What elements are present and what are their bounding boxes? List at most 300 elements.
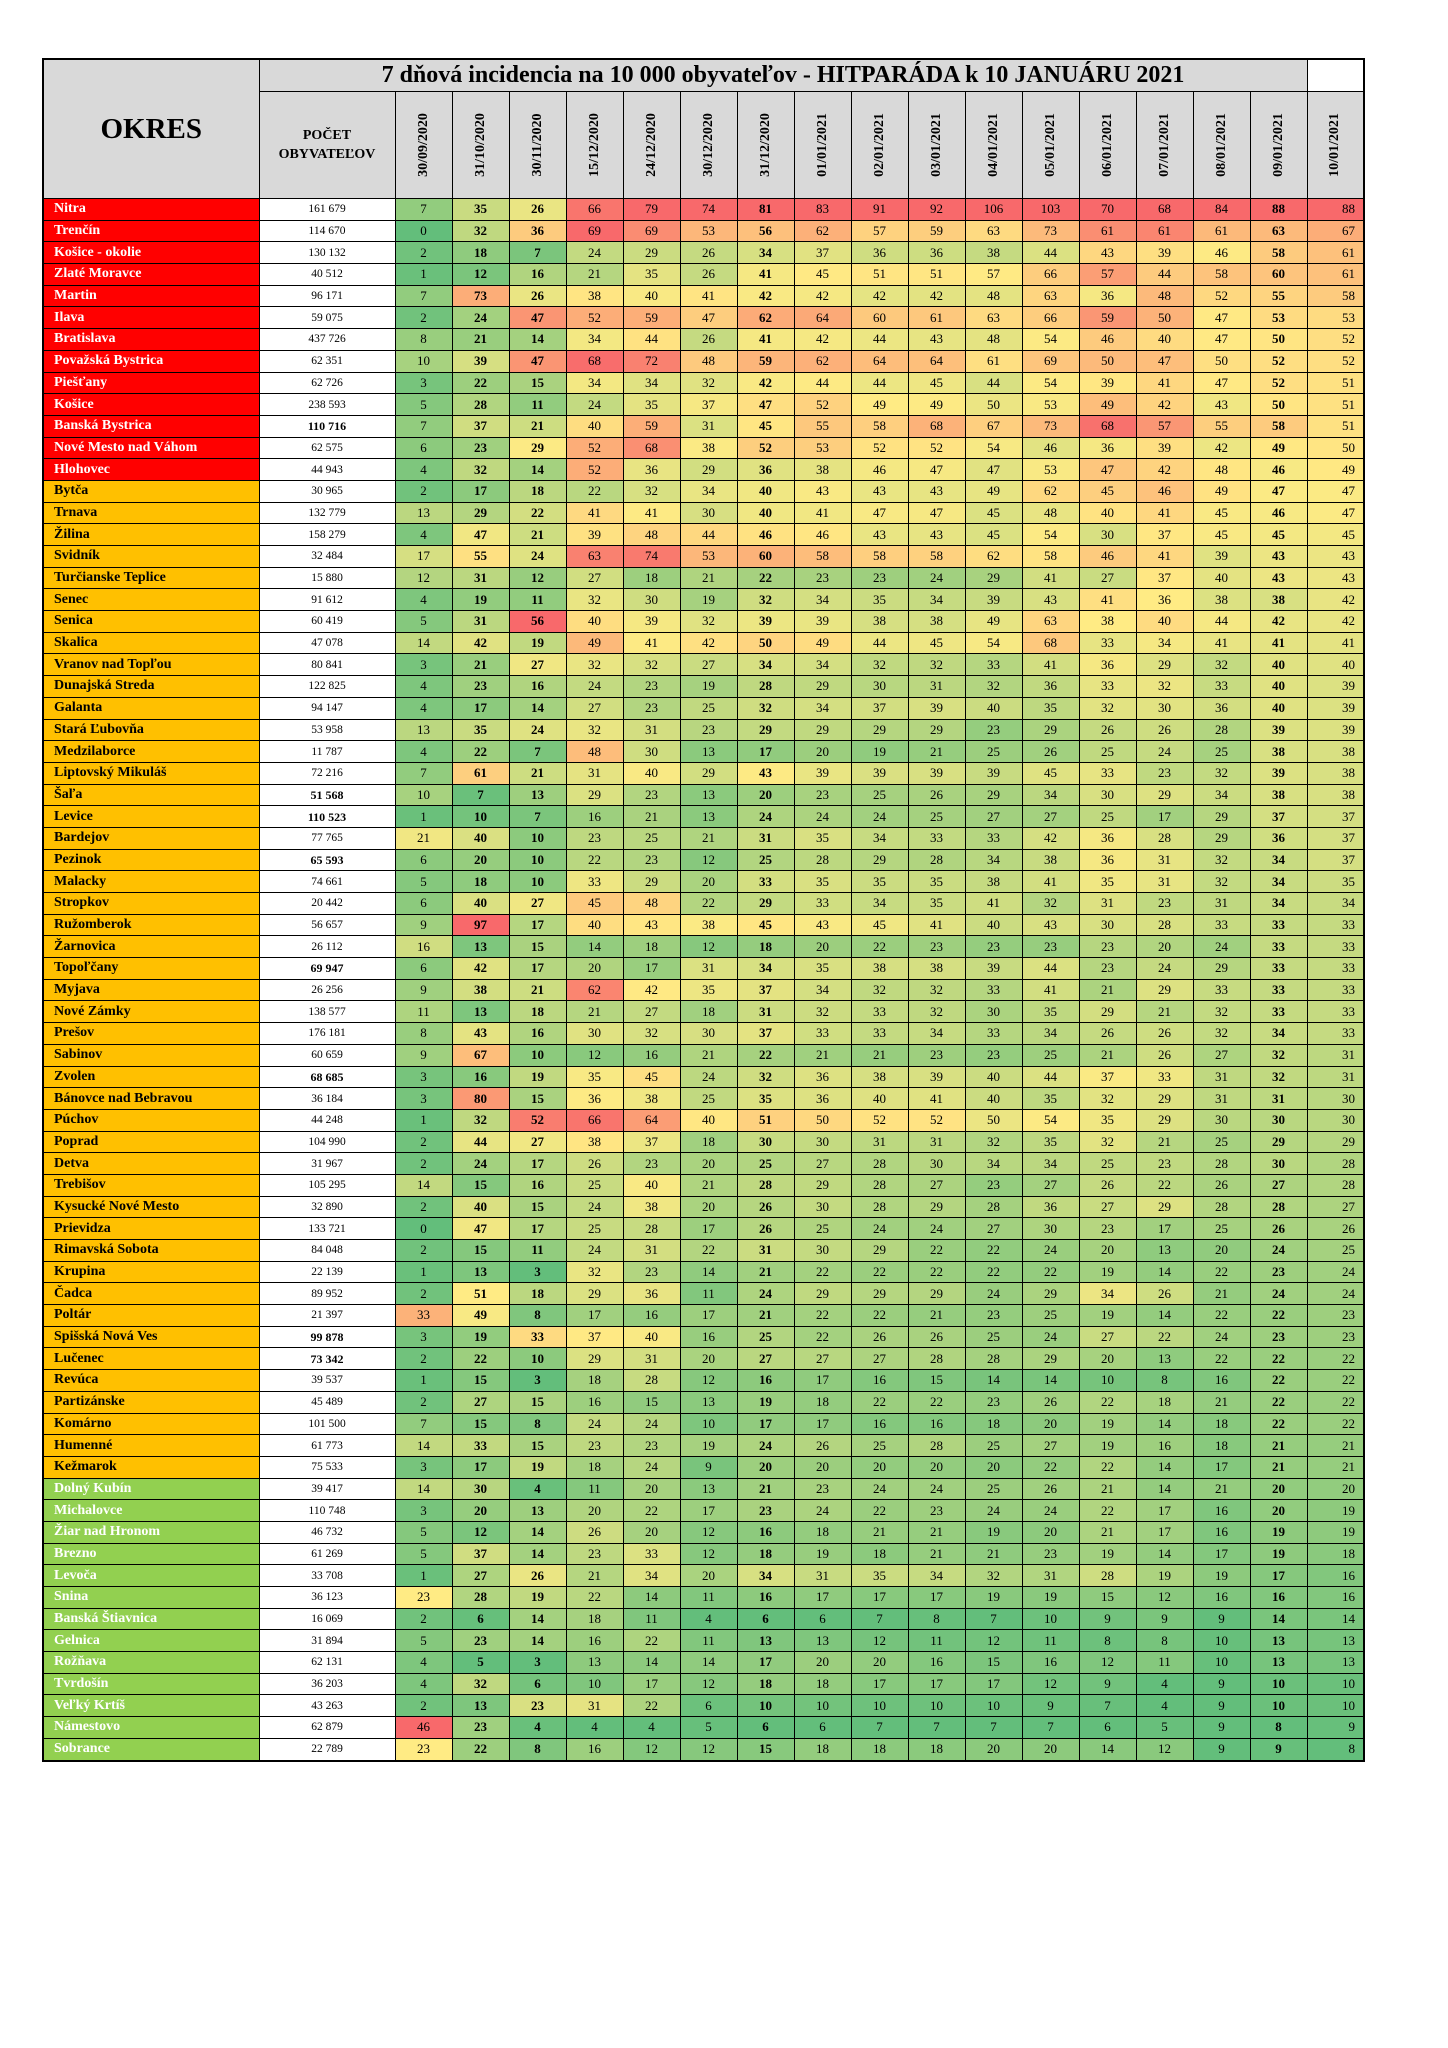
incidence-cell: 29 xyxy=(965,567,1022,589)
incidence-cell: 53 xyxy=(794,437,851,459)
incidence-cell: 7 xyxy=(452,784,509,806)
incidence-cell: 11 xyxy=(680,1587,737,1609)
date-header-label: 30/11/2020 xyxy=(529,113,545,177)
incidence-cell: 38 xyxy=(566,285,623,307)
incidence-cell: 21 xyxy=(1079,1478,1136,1500)
incidence-cell: 19 xyxy=(737,1391,794,1413)
incidence-cell: 15 xyxy=(965,1652,1022,1674)
incidence-cell: 20 xyxy=(737,1456,794,1478)
incidence-cell: 41 xyxy=(1307,632,1364,654)
incidence-cell: 29 xyxy=(680,762,737,784)
incidence-cell: 15 xyxy=(509,372,566,394)
incidence-cell: 40 xyxy=(1193,567,1250,589)
incidence-cell: 45 xyxy=(908,632,965,654)
incidence-cell: 42 xyxy=(794,285,851,307)
population-cell: 104 990 xyxy=(259,1131,395,1153)
incidence-cell: 22 xyxy=(1250,1370,1307,1392)
incidence-cell: 8 xyxy=(1136,1370,1193,1392)
incidence-cell: 28 xyxy=(794,849,851,871)
district-name: Spišská Nová Ves xyxy=(43,1326,259,1348)
incidence-cell: 26 xyxy=(908,1326,965,1348)
population-cell: 62 131 xyxy=(259,1652,395,1674)
incidence-cell: 42 xyxy=(1193,437,1250,459)
incidence-cell: 29 xyxy=(623,871,680,893)
incidence-cell: 26 xyxy=(1136,1283,1193,1305)
incidence-cell: 19 xyxy=(509,1456,566,1478)
incidence-cell: 31 xyxy=(623,719,680,741)
incidence-cell: 44 xyxy=(1193,611,1250,633)
district-name: Považská Bystrica xyxy=(43,350,259,372)
population-cell: 74 661 xyxy=(259,871,395,893)
incidence-cell: 46 xyxy=(1250,502,1307,524)
incidence-cell: 48 xyxy=(1193,459,1250,481)
date-header-label: 02/01/2021 xyxy=(871,113,887,177)
incidence-cell: 55 xyxy=(1250,285,1307,307)
table-row xyxy=(43,437,1364,459)
incidence-cell: 38 xyxy=(1307,784,1364,806)
date-header-label: 06/01/2021 xyxy=(1099,113,1115,177)
incidence-cell: 16 xyxy=(623,1044,680,1066)
population-cell: 62 351 xyxy=(259,350,395,372)
incidence-cell: 17 xyxy=(1193,1543,1250,1565)
table-row xyxy=(43,1196,1364,1218)
incidence-cell: 32 xyxy=(1079,1088,1136,1110)
incidence-cell: 39 xyxy=(737,611,794,633)
incidence-cell: 32 xyxy=(1022,893,1079,915)
incidence-cell: 49 xyxy=(1079,394,1136,416)
incidence-cell: 3 xyxy=(395,1326,452,1348)
incidence-cell: 31 xyxy=(452,567,509,589)
incidence-cell: 22 xyxy=(1307,1391,1364,1413)
incidence-cell: 61 xyxy=(965,350,1022,372)
incidence-cell: 27 xyxy=(509,893,566,915)
incidence-cell: 17 xyxy=(1136,1521,1193,1543)
incidence-cell: 12 xyxy=(680,936,737,958)
incidence-cell: 21 xyxy=(509,415,566,437)
incidence-cell: 18 xyxy=(1307,1543,1364,1565)
incidence-cell: 16 xyxy=(737,1521,794,1543)
incidence-cell: 29 xyxy=(965,784,1022,806)
district-name: Detva xyxy=(43,1153,259,1175)
incidence-cell: 23 xyxy=(395,1738,452,1760)
table-row xyxy=(43,697,1364,719)
incidence-cell: 21 xyxy=(908,741,965,763)
incidence-cell: 9 xyxy=(1193,1608,1250,1630)
incidence-cell: 1 xyxy=(395,264,452,286)
incidence-cell: 34 xyxy=(1079,1283,1136,1305)
table-row xyxy=(43,762,1364,784)
incidence-cell: 10 xyxy=(737,1695,794,1717)
date-header xyxy=(1193,92,1250,199)
incidence-cell: 23 xyxy=(908,1500,965,1522)
incidence-cell: 33 xyxy=(1307,914,1364,936)
incidence-cell: 34 xyxy=(566,329,623,351)
incidence-cell: 52 xyxy=(851,437,908,459)
population-cell: 36 123 xyxy=(259,1587,395,1609)
incidence-cell: 6 xyxy=(794,1608,851,1630)
incidence-cell: 4 xyxy=(566,1717,623,1739)
incidence-cell: 40 xyxy=(1136,329,1193,351)
incidence-cell: 45 xyxy=(965,524,1022,546)
incidence-cell: 21 xyxy=(395,827,452,849)
incidence-cell: 21 xyxy=(1136,1131,1193,1153)
incidence-cell: 20 xyxy=(851,1456,908,1478)
incidence-cell: 58 xyxy=(1307,285,1364,307)
incidence-cell: 72 xyxy=(623,350,680,372)
incidence-cell: 10 xyxy=(1022,1608,1079,1630)
incidence-cell: 38 xyxy=(965,242,1022,264)
incidence-cell: 10 xyxy=(1079,1370,1136,1392)
incidence-cell: 29 xyxy=(1022,1283,1079,1305)
incidence-cell: 22 xyxy=(908,1391,965,1413)
incidence-cell: 43 xyxy=(452,1023,509,1045)
incidence-cell: 3 xyxy=(395,1088,452,1110)
incidence-cell: 6 xyxy=(395,958,452,980)
incidence-cell: 23 xyxy=(965,936,1022,958)
incidence-cell: 61 xyxy=(1136,220,1193,242)
date-header xyxy=(965,92,1022,199)
incidence-cell: 59 xyxy=(623,415,680,437)
incidence-cell: 34 xyxy=(965,849,1022,871)
incidence-cell: 83 xyxy=(794,199,851,221)
incidence-cell: 33 xyxy=(623,1543,680,1565)
incidence-cell: 15 xyxy=(509,1196,566,1218)
incidence-cell: 39 xyxy=(1250,762,1307,784)
incidence-cell: 23 xyxy=(395,1587,452,1609)
incidence-cell: 19 xyxy=(965,1521,1022,1543)
population-cell: 11 787 xyxy=(259,741,395,763)
incidence-cell: 40 xyxy=(1079,502,1136,524)
incidence-cell: 34 xyxy=(1022,1023,1079,1045)
incidence-cell: 18 xyxy=(794,1673,851,1695)
incidence-cell: 20 xyxy=(680,1153,737,1175)
incidence-cell: 53 xyxy=(1307,307,1364,329)
incidence-cell: 22 xyxy=(452,372,509,394)
incidence-cell: 5 xyxy=(452,1652,509,1674)
incidence-cell: 10 xyxy=(851,1695,908,1717)
incidence-cell: 26 xyxy=(509,285,566,307)
table-body xyxy=(43,199,1364,1761)
incidence-cell: 12 xyxy=(680,1673,737,1695)
table-row xyxy=(43,719,1364,741)
incidence-cell: 74 xyxy=(680,199,737,221)
incidence-cell: 62 xyxy=(737,307,794,329)
incidence-cell: 10 xyxy=(680,1413,737,1435)
population-header-line1: POČET xyxy=(302,128,352,143)
incidence-cell: 67 xyxy=(452,1044,509,1066)
incidence-cell: 35 xyxy=(908,871,965,893)
incidence-cell: 33 xyxy=(1307,1023,1364,1045)
incidence-cell: 27 xyxy=(566,567,623,589)
district-name: Gelnica xyxy=(43,1630,259,1652)
incidence-cell: 55 xyxy=(794,415,851,437)
incidence-cell: 26 xyxy=(1022,1391,1079,1413)
incidence-cell: 6 xyxy=(395,437,452,459)
incidence-cell: 36 xyxy=(566,1088,623,1110)
incidence-cell: 21 xyxy=(1307,1456,1364,1478)
incidence-cell: 34 xyxy=(965,1153,1022,1175)
incidence-cell: 8 xyxy=(509,1305,566,1327)
incidence-cell: 33 xyxy=(1307,979,1364,1001)
incidence-cell: 41 xyxy=(737,329,794,351)
incidence-cell: 39 xyxy=(794,762,851,784)
incidence-cell: 13 xyxy=(509,1500,566,1522)
incidence-cell: 61 xyxy=(1307,242,1364,264)
incidence-cell: 41 xyxy=(1136,372,1193,394)
incidence-cell: 21 xyxy=(1193,1478,1250,1500)
incidence-cell: 10 xyxy=(509,827,566,849)
incidence-cell: 14 xyxy=(509,697,566,719)
incidence-cell: 34 xyxy=(737,1565,794,1587)
incidence-cell: 16 xyxy=(566,1630,623,1652)
incidence-cell: 52 xyxy=(509,1109,566,1131)
incidence-cell: 21 xyxy=(1307,1435,1364,1457)
incidence-cell: 50 xyxy=(1250,394,1307,416)
incidence-cell: 22 xyxy=(1193,1305,1250,1327)
table-row xyxy=(43,936,1364,958)
incidence-cell: 103 xyxy=(1022,199,1079,221)
incidence-cell: 1 xyxy=(395,806,452,828)
incidence-cell: 20 xyxy=(908,1456,965,1478)
incidence-cell: 9 xyxy=(1193,1738,1250,1760)
incidence-cell: 24 xyxy=(851,1478,908,1500)
incidence-cell: 10 xyxy=(509,1348,566,1370)
incidence-cell: 44 xyxy=(1022,1066,1079,1088)
incidence-cell: 14 xyxy=(509,329,566,351)
date-header-label: 15/12/2020 xyxy=(586,113,602,177)
incidence-cell: 40 xyxy=(1250,654,1307,676)
incidence-cell: 46 xyxy=(1250,459,1307,481)
incidence-cell: 24 xyxy=(851,806,908,828)
incidence-cell: 35 xyxy=(452,199,509,221)
incidence-cell: 33 xyxy=(1193,676,1250,698)
incidence-cell: 24 xyxy=(452,307,509,329)
incidence-cell: 25 xyxy=(965,1478,1022,1500)
district-name: Brezno xyxy=(43,1543,259,1565)
incidence-cell: 25 xyxy=(1022,1305,1079,1327)
date-header-label: 04/01/2021 xyxy=(985,113,1001,177)
incidence-cell: 39 xyxy=(965,958,1022,980)
population-cell: 46 732 xyxy=(259,1521,395,1543)
district-name: Košice - okolie xyxy=(43,242,259,264)
incidence-cell: 43 xyxy=(1022,589,1079,611)
incidence-cell: 61 xyxy=(1079,220,1136,242)
incidence-cell: 20 xyxy=(566,1500,623,1522)
incidence-cell: 49 xyxy=(965,611,1022,633)
incidence-cell: 41 xyxy=(1022,567,1079,589)
incidence-cell: 21 xyxy=(1193,1283,1250,1305)
incidence-cell: 40 xyxy=(737,502,794,524)
incidence-cell: 8 xyxy=(1250,1717,1307,1739)
incidence-cell: 22 xyxy=(1079,1456,1136,1478)
incidence-cell: 15 xyxy=(509,936,566,958)
incidence-cell: 32 xyxy=(908,654,965,676)
incidence-cell: 23 xyxy=(566,1435,623,1457)
incidence-cell: 57 xyxy=(851,220,908,242)
incidence-cell: 16 xyxy=(509,1174,566,1196)
incidence-cell: 91 xyxy=(851,199,908,221)
incidence-cell: 21 xyxy=(566,264,623,286)
incidence-cell: 32 xyxy=(794,1001,851,1023)
population-cell: 47 078 xyxy=(259,632,395,654)
incidence-cell: 25 xyxy=(851,784,908,806)
incidence-cell: 40 xyxy=(1250,676,1307,698)
incidence-cell: 23 xyxy=(623,676,680,698)
incidence-cell: 23 xyxy=(1136,1153,1193,1175)
incidence-cell: 34 xyxy=(908,1023,965,1045)
incidence-cell: 14 xyxy=(509,1630,566,1652)
incidence-cell: 23 xyxy=(623,784,680,806)
incidence-cell: 32 xyxy=(1079,697,1136,719)
incidence-cell: 18 xyxy=(965,1413,1022,1435)
incidence-cell: 26 xyxy=(566,1521,623,1543)
incidence-cell: 23 xyxy=(1079,1218,1136,1240)
population-cell: 101 500 xyxy=(259,1413,395,1435)
table-row xyxy=(43,567,1364,589)
incidence-cell: 25 xyxy=(908,806,965,828)
incidence-cell: 29 xyxy=(851,1283,908,1305)
date-header xyxy=(566,92,623,199)
incidence-cell: 22 xyxy=(851,936,908,958)
incidence-cell: 26 xyxy=(566,1153,623,1175)
incidence-cell: 39 xyxy=(1193,546,1250,568)
incidence-cell: 41 xyxy=(623,502,680,524)
incidence-cell: 7 xyxy=(1022,1717,1079,1739)
incidence-cell: 48 xyxy=(623,524,680,546)
incidence-cell: 67 xyxy=(1307,220,1364,242)
incidence-cell: 16 xyxy=(680,1326,737,1348)
incidence-cell: 32 xyxy=(1193,1001,1250,1023)
incidence-cell: 14 xyxy=(1136,1478,1193,1500)
district-name: Piešťany xyxy=(43,372,259,394)
table-row xyxy=(43,1109,1364,1131)
incidence-cell: 37 xyxy=(1250,806,1307,828)
district-name: Zvolen xyxy=(43,1066,259,1088)
incidence-cell: 43 xyxy=(908,480,965,502)
incidence-cell: 28 xyxy=(1307,1174,1364,1196)
population-cell: 96 171 xyxy=(259,285,395,307)
incidence-cell: 27 xyxy=(851,1348,908,1370)
incidence-cell: 46 xyxy=(1136,480,1193,502)
incidence-cell: 41 xyxy=(1022,871,1079,893)
incidence-table xyxy=(42,58,1365,1762)
incidence-cell: 20 xyxy=(794,1456,851,1478)
population-cell: 40 512 xyxy=(259,264,395,286)
incidence-cell: 20 xyxy=(680,871,737,893)
table-row xyxy=(43,1587,1364,1609)
population-cell: 45 489 xyxy=(259,1391,395,1413)
table-row xyxy=(43,1630,1364,1652)
incidence-cell: 24 xyxy=(908,567,965,589)
incidence-cell: 24 xyxy=(794,806,851,828)
incidence-cell: 22 xyxy=(1250,1348,1307,1370)
incidence-cell: 33 xyxy=(965,827,1022,849)
incidence-cell: 17 xyxy=(794,1587,851,1609)
population-cell: 32 484 xyxy=(259,546,395,568)
population-cell: 77 765 xyxy=(259,827,395,849)
incidence-cell: 62 xyxy=(1022,480,1079,502)
incidence-cell: 57 xyxy=(1079,264,1136,286)
incidence-cell: 20 xyxy=(1193,1240,1250,1262)
incidence-cell: 40 xyxy=(965,1066,1022,1088)
incidence-cell: 33 xyxy=(794,1023,851,1045)
incidence-cell: 34 xyxy=(680,480,737,502)
incidence-cell: 19 xyxy=(1079,1413,1136,1435)
incidence-cell: 67 xyxy=(965,415,1022,437)
date-header xyxy=(509,92,566,199)
incidence-cell: 31 xyxy=(737,827,794,849)
incidence-cell: 24 xyxy=(737,1435,794,1457)
incidence-cell: 5 xyxy=(395,394,452,416)
incidence-cell: 5 xyxy=(395,871,452,893)
incidence-cell: 47 xyxy=(1079,459,1136,481)
incidence-cell: 33 xyxy=(965,979,1022,1001)
incidence-cell: 32 xyxy=(452,1109,509,1131)
incidence-cell: 9 xyxy=(680,1456,737,1478)
incidence-cell: 18 xyxy=(794,1391,851,1413)
incidence-cell: 14 xyxy=(566,936,623,958)
incidence-cell: 48 xyxy=(965,285,1022,307)
incidence-cell: 40 xyxy=(1307,654,1364,676)
incidence-cell: 45 xyxy=(1193,502,1250,524)
incidence-cell: 24 xyxy=(1022,1500,1079,1522)
district-name: Svidník xyxy=(43,546,259,568)
incidence-cell: 24 xyxy=(794,1500,851,1522)
incidence-cell: 24 xyxy=(509,546,566,568)
incidence-cell: 16 xyxy=(737,1587,794,1609)
incidence-cell: 38 xyxy=(1307,762,1364,784)
district-name: Dunajská Streda xyxy=(43,676,259,698)
incidence-cell: 33 xyxy=(452,1435,509,1457)
incidence-cell: 40 xyxy=(851,1088,908,1110)
incidence-cell: 68 xyxy=(566,350,623,372)
incidence-cell: 32 xyxy=(1079,1131,1136,1153)
population-cell: 437 726 xyxy=(259,329,395,351)
district-name: Žilina xyxy=(43,524,259,546)
incidence-cell: 10 xyxy=(1250,1695,1307,1717)
table-row xyxy=(43,1717,1364,1739)
incidence-cell: 47 xyxy=(908,459,965,481)
incidence-cell: 49 xyxy=(965,480,1022,502)
district-name: Kežmarok xyxy=(43,1456,259,1478)
incidence-cell: 13 xyxy=(452,1695,509,1717)
incidence-cell: 22 xyxy=(1307,1348,1364,1370)
incidence-cell: 40 xyxy=(680,1109,737,1131)
incidence-cell: 36 xyxy=(623,459,680,481)
incidence-cell: 42 xyxy=(1136,459,1193,481)
district-name: Partizánske xyxy=(43,1391,259,1413)
incidence-cell: 18 xyxy=(566,1456,623,1478)
incidence-cell: 55 xyxy=(1193,415,1250,437)
incidence-cell: 43 xyxy=(623,914,680,936)
incidence-cell: 14 xyxy=(395,1435,452,1457)
incidence-cell: 16 xyxy=(1193,1370,1250,1392)
population-cell: 32 890 xyxy=(259,1196,395,1218)
incidence-cell: 29 xyxy=(1022,719,1079,741)
incidence-cell: 10 xyxy=(794,1695,851,1717)
incidence-cell: 14 xyxy=(965,1370,1022,1392)
incidence-cell: 35 xyxy=(794,958,851,980)
incidence-cell: 11 xyxy=(566,1478,623,1500)
incidence-cell: 46 xyxy=(851,459,908,481)
district-name: Ilava xyxy=(43,307,259,329)
incidence-cell: 39 xyxy=(1136,242,1193,264)
date-header-label: 10/01/2021 xyxy=(1327,113,1343,177)
incidence-cell: 14 xyxy=(1136,1305,1193,1327)
incidence-cell: 34 xyxy=(1022,784,1079,806)
incidence-cell: 40 xyxy=(623,762,680,784)
incidence-cell: 23 xyxy=(965,1044,1022,1066)
